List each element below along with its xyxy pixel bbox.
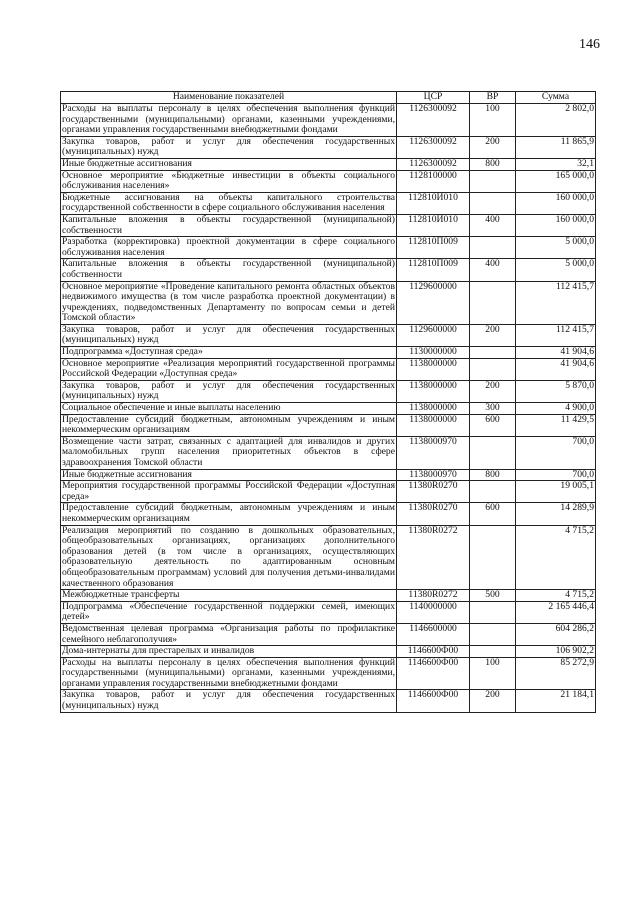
row-sum: 5 000,0 [516,237,596,259]
row-name: Основное мероприятие «Реализация мероприятий государственной программы Российской Федерации «Доступная среда» [62,357,395,380]
row-csr: 1138000000 [397,380,470,402]
budget-table [60,91,596,713]
table-row [61,358,596,380]
header-sum: Сумма [516,92,596,104]
row-name: Разработка (корректировка) проектной документации в сфере социального обслуживания населения [62,236,395,258]
row-vr: 200 [470,324,516,346]
row-vr [470,170,516,192]
row-sum: 112 415,7 [516,324,596,346]
row-name: Иные бюджетные ассигнования [61,469,397,481]
row-csr: 11380R0270 [397,503,470,525]
table-row [61,525,596,590]
row-csr: 11380R0272 [397,525,470,590]
row-csr: 1129600000 [397,324,470,346]
table-row [61,237,596,259]
row-csr: 11380R0270 [397,481,470,503]
row-csr: 112810П009 [397,259,470,281]
table-row [61,170,596,192]
row-name: Подпрограмма «Обеспечение государственной поддержки семей, имеющих детей» [62,600,395,623]
row-csr: 112810И010 [397,214,470,236]
row-name: Подпрограмма «Доступная среда» [61,347,397,359]
row-vr: 200 [470,690,516,712]
row-sum: 14 289,9 [516,503,596,525]
row-vr [470,192,516,214]
row-name: Основное мероприятие «Бюджетные инвестиции в объекты социального обслуживания населения» [62,169,395,192]
table-row [61,590,596,602]
row-csr: 112810П009 [397,237,470,259]
row-vr: 400 [470,259,516,281]
row-name: Капитальные вложения в объекты государственной (муниципальной) собственности [62,213,395,236]
row-vr: 300 [470,403,516,415]
row-name: Основное мероприятие «Проведение капитального ремонта областных объектов недвижимого имущества (в том числе разработка проектной документации) в учреждениях, подведомственных Департаменту по вопросам семьи и детей Томской области» [62,280,395,324]
row-sum: 21 184,1 [516,690,596,712]
table-row [61,214,596,236]
table-row [61,281,596,324]
row-sum: 4 715,2 [516,590,596,602]
row-vr: 800 [470,158,516,170]
row-vr: 200 [470,136,516,158]
row-name: Ведомственная целевая программа «Организация работы по профилактике семейного неблагополучия» [62,622,395,645]
row-sum: 41 904,6 [516,347,596,359]
row-sum: 160 000,0 [516,192,596,214]
table-row [61,259,596,281]
row-sum: 5 000,0 [516,259,596,281]
row-sum: 700,0 [516,469,596,481]
row-sum: 165 000,0 [516,170,596,192]
row-sum: 11 429,5 [516,414,596,436]
row-csr: 11380R0272 [397,590,470,602]
row-csr: 1138000000 [397,358,470,380]
row-name: Межбюджетные трансферты [61,590,397,602]
table-row [61,690,596,712]
row-csr: 1138000970 [397,469,470,481]
row-sum: 19 005,1 [516,481,596,503]
row-vr: 600 [470,503,516,525]
row-csr: 1138000970 [397,436,470,469]
row-name: Иные бюджетные ассигнования [61,158,397,170]
row-vr: 100 [470,104,516,137]
row-vr [470,601,516,623]
table-row [61,324,596,346]
table-row [61,136,596,158]
header-name: Наименование показателей [61,92,397,104]
table-row [61,403,596,415]
row-sum: 106 902,2 [516,646,596,658]
row-name: Закупка товаров, работ и услуг для обеспечения государственных (муниципальных) нужд [62,689,395,712]
table-row [61,623,596,645]
row-sum: 32,1 [516,158,596,170]
table-row [61,436,596,469]
row-sum: 85 272,9 [516,657,596,690]
row-sum: 160 000,0 [516,214,596,236]
table-row [61,601,596,623]
table-body [61,104,596,713]
table-row [61,646,596,658]
table-row [61,657,596,690]
row-vr: 200 [470,380,516,402]
row-csr: 1128100000 [397,170,470,192]
row-name: Возмещение части затрат, связанных с адаптацией для инвалидов и других маломобильных групп населения приоритетных объектов в сфере здравоохранения Томской области [62,435,395,468]
row-csr: 1138000000 [397,403,470,415]
row-csr: 1146600Ф00 [397,657,470,690]
row-name: Закупка товаров, работ и услуг для обеспечения государственных (муниципальных) нужд [62,135,395,158]
row-csr: 1130000000 [397,347,470,359]
table-row [61,192,596,214]
table-row [61,158,596,170]
row-name: Предоставление субсидий бюджетным, автономным учреждениям и иным некоммерческим организациям [62,413,395,436]
row-vr [470,525,516,590]
row-sum: 41 904,6 [516,358,596,380]
row-name: Бюджетные ассигнования на объекты капитального строительства государственной собственности в сфере социального обслуживания населения [62,191,395,214]
row-sum: 4 900,0 [516,403,596,415]
row-vr: 600 [470,414,516,436]
row-sum: 4 715,2 [516,525,596,590]
row-name: Закупка товаров, работ и услуг для обеспечения государственных (муниципальных) нужд [62,323,395,346]
table-row [61,104,596,137]
row-name: Капитальные вложения в объекты государственной (муниципальной) собственности [62,258,395,280]
row-csr: 1126300092 [397,104,470,137]
row-name: Реализация мероприятий по созданию в дошкольных образовательных, общеобразовательных организациях, организациях дополнительного образования детей (в том числе в организациях, осуществляющих образовательную деятельность по адаптированным основным общеобразовательным программам) условий для получения детьми-инвалидами качественного образования [62,524,395,589]
row-sum: 2 165 446,4 [516,601,596,623]
row-vr: 100 [470,657,516,690]
row-csr: 1146600Ф00 [397,646,470,658]
row-vr [470,347,516,359]
row-csr: 1126300092 [397,158,470,170]
row-vr [470,237,516,259]
row-vr [470,281,516,324]
row-vr: 800 [470,469,516,481]
table-row [61,380,596,402]
row-vr [470,623,516,645]
row-name: Предоставление субсидий бюджетным, автономным учреждениям и иным некоммерческим организациям [62,502,395,524]
row-sum: 112 415,7 [516,281,596,324]
row-name: Расходы на выплаты персоналу в целях обеспечения выполнения функций государственными (муниципальными) органами, казенными учреждениями, органами управления государственными внебюджетными фондами [62,656,395,689]
row-csr: 1146600Ф00 [397,690,470,712]
table-row [61,503,596,525]
row-sum: 700,0 [516,436,596,469]
header-csr: ЦСР [397,92,470,104]
row-sum: 604 286,2 [516,623,596,645]
row-csr: 112810И010 [397,192,470,214]
header-vr: ВР [470,92,516,104]
row-vr: 400 [470,214,516,236]
table-row [61,347,596,359]
row-vr [470,481,516,503]
table-row [61,469,596,481]
row-csr: 1129600000 [397,281,470,324]
row-csr: 1138000000 [397,414,470,436]
row-sum: 2 802,0 [516,104,596,137]
row-vr [470,646,516,658]
row-csr: 1126300092 [397,136,470,158]
row-csr: 1146600000 [397,623,470,645]
row-vr [470,436,516,469]
row-name: Мероприятия государственной программы Российской Федерации «Доступная среда» [62,480,395,502]
row-vr: 500 [470,590,516,602]
row-name: Закупка товаров, работ и услуг для обеспечения государственных (муниципальных) нужд [62,379,395,402]
row-name: Расходы на выплаты персоналу в целях обеспечения выполнения функций государственными (муниципальными) органами, казенными учреждениями, органами управления государственными внебюджетными фондами [62,103,395,136]
row-sum: 5 870,0 [516,380,596,402]
row-name: Дома-интернаты для престарелых и инвалидов [61,646,397,658]
table-row [61,481,596,503]
row-name: Социальное обеспечение и иные выплаты населению [61,403,397,415]
row-vr [470,358,516,380]
table-header-row [61,92,596,104]
page-number: 146 [579,37,600,52]
table-row [61,414,596,436]
row-sum: 11 865,9 [516,136,596,158]
row-csr: 1140000000 [397,601,470,623]
